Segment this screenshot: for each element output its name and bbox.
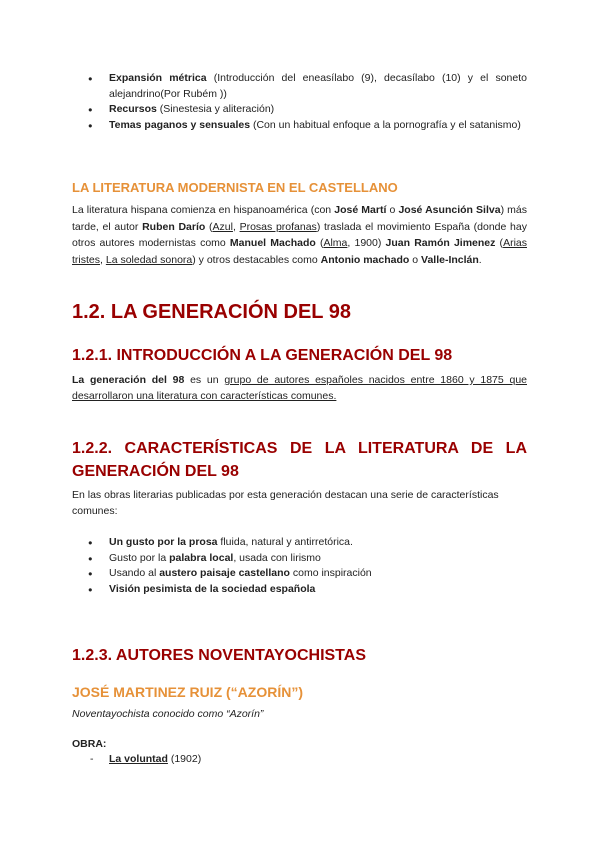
heading-1-2-1: 1.2.1. INTRODUCCIÓN A LA GENERACIÓN DEL 98 (72, 347, 453, 364)
list-item: ● Gusto por la palabra local, usada con lirismo (72, 551, 527, 567)
author-heading-azorin: JOSÉ MARTINEZ RUIZ (“AZORÍN”) (72, 684, 303, 700)
works-label: OBRA: (72, 738, 107, 750)
characteristics-intro-paragraph: En las obras literarias publicadas por esta generación destacan una serie de características comunes: (72, 489, 499, 517)
modernista-paragraph: La literatura hispana comienza en hispanoamérica (con José Martí o José Asunción Silva) más tarde, el autor Ruben Darío (Azul, Prosas profanas) traslada el movimiento España (donde hay otros autores modernistas como Manuel Machado (Alma, 1900) Juan Ramón Jimenez (Arias tristes, La soledad sonora) y otros destacables como Antonio machado o Valle-Inclán. (72, 204, 528, 266)
author-description: Noventayochista conocido como “Azorín” (72, 708, 264, 720)
list-item: ● Visión pesimista de la sociedad española (72, 582, 527, 598)
list-item: ● Un gusto por la prosa fluida, natural y antirretórica. (72, 535, 527, 551)
generation-intro-paragraph: La generación del 98 es un grupo de autores españoles nacidos entre 1860 y 1875 que desarrollaron una literatura con características comunes. (72, 374, 527, 402)
list-item: ● Usando al austero paisaje castellano como inspiración (72, 566, 527, 582)
works-list (72, 752, 527, 768)
heading-1-2-3: 1.2.3. AUTORES NOVENTAYOCHISTAS (72, 647, 366, 664)
section-heading-modernista: LA LITERATURA MODERNISTA EN EL CASTELLANO (72, 180, 398, 195)
list-item: ● Expansión métrica (Introducción del eneasílabo (9), decasílabo (10) y el soneto alejandrino(Por Rubém )) (72, 71, 527, 102)
list-item: ● Recursos (Sinestesia y aliteración) (72, 102, 527, 118)
heading-1-2: 1.2. LA GENERACIÓN DEL 98 (72, 301, 351, 323)
list-item: ● Temas paganos y sensuales (Con un habitual enfoque a la pornografía y el satanismo) (72, 118, 527, 134)
modernism-features-list (72, 71, 527, 133)
characteristics-list (72, 535, 527, 597)
list-item: - La voluntad (1902) (72, 752, 527, 768)
heading-1-2-2: 1.2.2. CARACTERÍSTICAS DE LA LITERATURA DE LA GENERACIÓN DEL 98 (72, 440, 527, 480)
